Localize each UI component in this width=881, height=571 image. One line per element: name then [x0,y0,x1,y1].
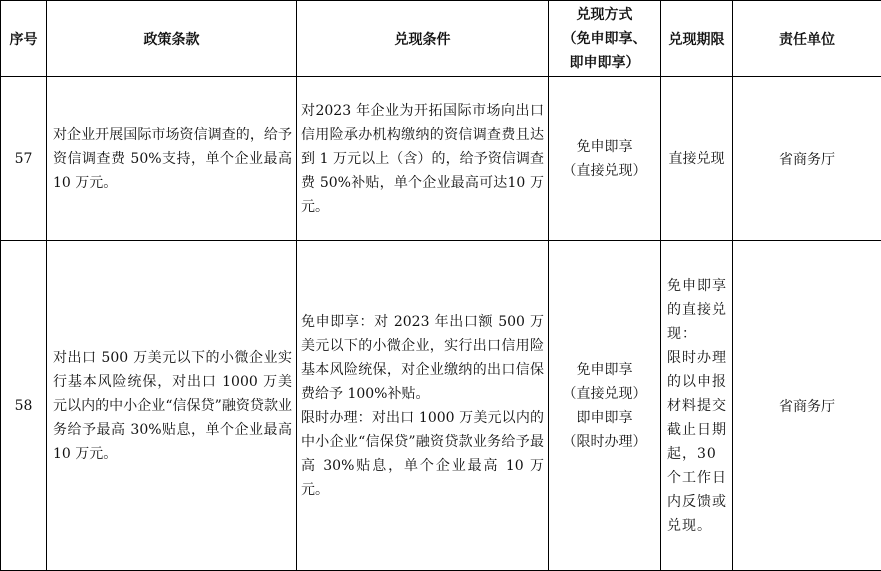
row-seq: 58 [1,241,47,571]
method-line: 免申即享 [549,135,660,159]
period-paragraph-2: 限时办理的以申报材料提交截止日期起，30 个工作日内反馈或兑现。 [667,346,728,538]
method-line: （限时办理） [549,430,660,454]
table-header-row [1,1,881,77]
row-policy: 对出口 500 万美元以下的小微企业实行基本风险统保，对出口 1000 万美元以内的中小企业“信保贷”融资贷款业务给予最高 30%贴息，单个企业最高 10 万元。 [47,241,297,571]
conditions-paragraph-2: 限时办理：对出口 1000 万美元以内的中小企业“信保贷”融资贷款业务给予最高 30%贴息，单个企业最高 10 万元。 [301,406,544,502]
header-conditions: 兑现条件 [297,1,549,77]
header-method-line3: 即申即享） [549,51,660,75]
method-line: （直接兑现） [549,159,660,183]
row-period: 直接兑现 [661,77,733,241]
table-row [1,241,881,571]
header-method-line1: 兑现方式 [549,3,660,27]
period-paragraph-1: 免申即享的直接兑现： [667,274,728,346]
row-method [549,241,661,571]
header-seq: 序号 [1,1,47,77]
method-line: （直接兑现） [549,382,660,406]
row-seq: 57 [1,77,47,241]
row-unit: 省商务厅 [733,241,881,571]
row-period [661,241,733,571]
table-row [1,77,881,241]
row-conditions: 对2023 年企业为开拓国际市场向出口信用险承办机构缴纳的资信调查费且达到 1 万元以上（含）的，给予资信调查费 50%补贴，单个企业最高可达10 万元。 [297,77,549,241]
header-method-line2: （免申即享、 [549,27,660,51]
header-period: 兑现期限 [661,1,733,77]
header-unit: 责任单位 [733,1,881,77]
method-line: 即申即享 [549,406,660,430]
row-policy: 对企业开展国际市场资信调查的，给予资信调查费 50%支持，单个企业最高 10 万元。 [47,77,297,241]
header-policy: 政策条款 [47,1,297,77]
conditions-paragraph-1: 免申即享：对 2023 年出口额 500 万美元以下的小微企业，实行出口信用险基本风险统保，对企业缴纳的出口信保费给予 100%补贴。 [301,310,544,406]
row-method [549,77,661,241]
row-conditions [297,241,549,571]
method-line: 免申即享 [549,358,660,382]
header-method [549,1,661,77]
row-unit: 省商务厅 [733,77,881,241]
